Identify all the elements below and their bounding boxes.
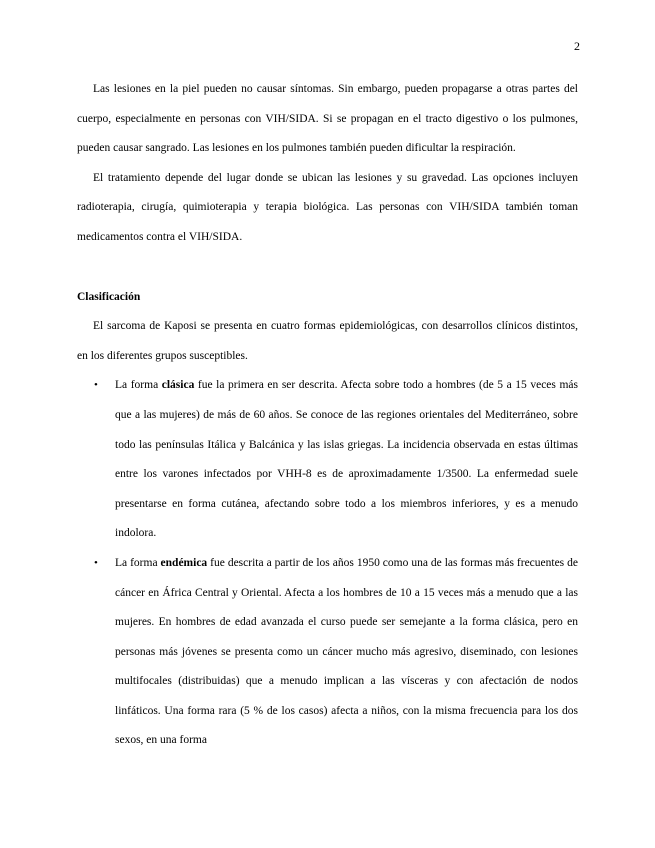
- item-term: clásica: [161, 379, 195, 392]
- list-item-classic: [77, 371, 578, 549]
- item-text: fue la primera en ser descrita. Afecta sobre todo a hombres (de 5 a 15 veces más que a las mujeres) de más de 60 años. Se conoce de las regiones orientales del Mediterráneo, sobre todo las penínsulas Itálica y Balcánica y las islas griegas. La incidencia observada en estas últimas entre los varones infectados por VHH-8 es de aproximadamente 1/3500. La enfermedad suele presentarse en forma cutánea, afectando sobre todo a los miembros inferiores, y es a menudo indolora.: [115, 379, 578, 540]
- paragraph-symptoms: Las lesiones en la piel pueden no causar síntomas. Sin embargo, pueden propagarse a otras partes del cuerpo, especialmente en personas con VIH/SIDA. Si se propagan en el tracto digestivo o los pulmones, pueden causar sangrado. Las lesiones en los pulmones también pueden dificultar la respiración.: [77, 83, 578, 155]
- section-intro: El sarcoma de Kaposi se presenta en cuatro formas epidemiológicas, con desarrollos clínicos distintos, en los diferentes grupos susceptibles.: [77, 320, 578, 362]
- list-item-endemic: [77, 549, 578, 756]
- bullet-icon: •: [94, 379, 98, 392]
- classification-list: [77, 371, 578, 756]
- item-text: fue descrita a partir de los años 1950 como una de las formas más frecuentes de cáncer en África Central y Oriental. Afecta a los hombres de 10 a 15 veces más a menudo que a las mujeres. En hombres de edad avanzada el curso puede ser semejante a la forma clásica, pero en personas más jóvenes se presenta como un cáncer mucho más agresivo, diseminado, con lesiones multifocales (distribuidas) que a menudo implican a las vísceras y con afectación de nodos linfáticos. Una forma rara (5 % de los casos) afecta a niños, con la misma frecuencia para los dos sexos, en una forma: [115, 556, 578, 747]
- paragraph-treatment: El tratamiento depende del lugar donde se ubican las lesiones y su gravedad. Las opciones incluyen radioterapia, cirugía, quimioterapia y terapia biológica. Las personas con VIH/SIDA también toman medicamentos contra el VIH/SIDA.: [77, 171, 578, 243]
- item-prefix: La forma: [115, 379, 162, 392]
- bullet-icon: •: [94, 556, 98, 569]
- document-body: [77, 75, 578, 756]
- section-heading: Clasificación: [77, 290, 141, 303]
- page-number: 2: [574, 39, 580, 53]
- item-prefix: La forma: [115, 556, 161, 569]
- item-term: endémica: [160, 556, 208, 569]
